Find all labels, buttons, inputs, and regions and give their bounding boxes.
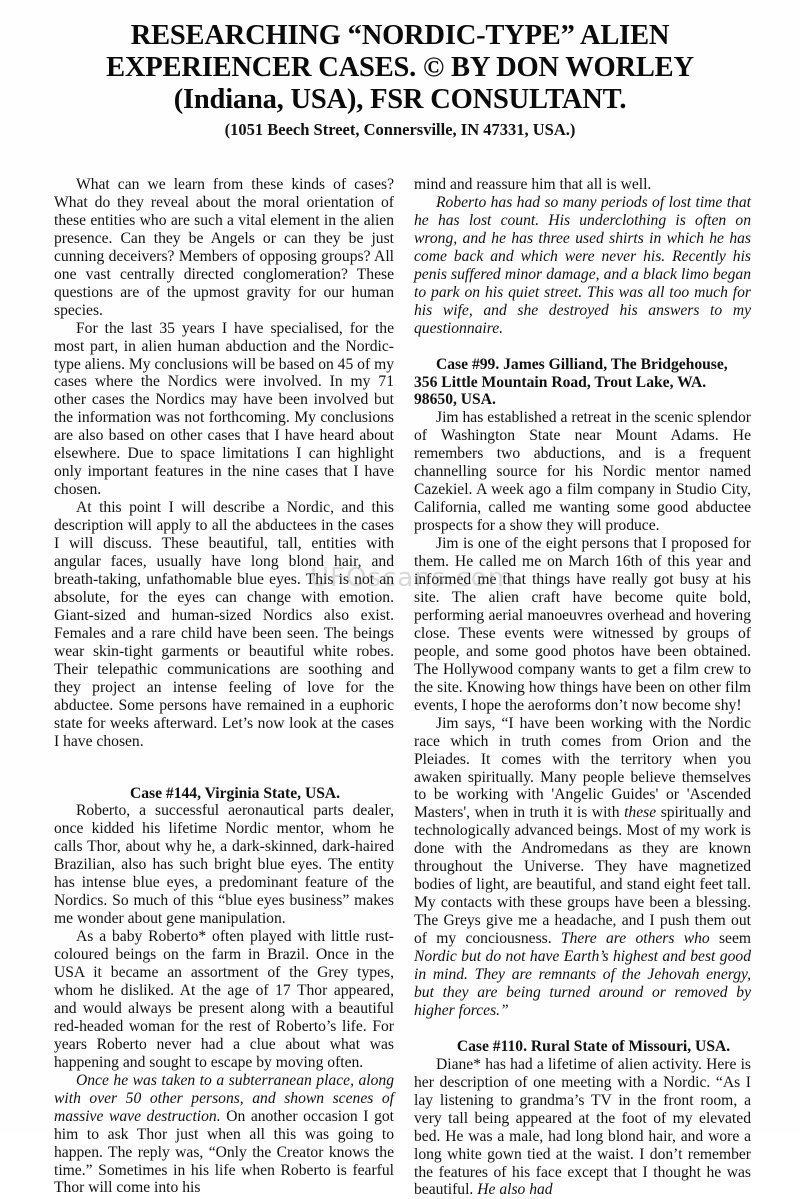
spacer — [54, 769, 394, 785]
case-144-paragraph-3-text: On another occasion I got him to ask Thor just when all this was going to happen. The reply was, “Only the Creator knows the time.” Sometimes in his life when Roberto is fearful Thor will come into his — [54, 1107, 394, 1197]
jim-quote-emphasis-these: these — [624, 804, 657, 822]
jim-quote-italic-2: Nordic but do not have Earth’s highest and best good in mind. They are remnants of the Jehovah energy, but they are being turned around or removed by higher forces.” — [414, 948, 751, 1019]
jim-quote-part-2: spiritually and technologically advanced beings. Most of my work is done with the Andromedans as they are known throughout the Universe. They have magnetized bodies of light, are beautiful, and stand eight feet tall. My contacts with these groups have been a blessing. The Greys give me a headache, and I push them out of my conciousness. — [414, 804, 751, 948]
article-header — [0, 20, 800, 141]
intro-paragraph-1: What can we learn from these kinds of cases? What do they reveal about the moral orientation of these entities who are such a vital element in the alien presence. Can they be Angels or can they be just cunning deceivers? Members of opposing groups? All one vast centrally directed conglomeration? These questions are of the upmost gravity for our human species. — [54, 176, 394, 319]
author-address: (1051 Beech Street, Connersville, IN 47331, USA.) — [224, 120, 576, 139]
case-99-paragraph-1: Jim has established a retreat in the scenic splendor of Washington State near Mount Adams. He remembers two abductions, and is a frequent channelling source for his Nordic mentor named Cazekiel. A week ago a film company in Studio City, California, called me wanting some good abductee prospects for a show they will produce. — [414, 409, 751, 535]
article-title-line-1: RESEARCHING “NORDIC-TYPE” ALIEN — [130, 20, 670, 51]
case-99-paragraph-2: Jim is one of the eight persons that I proposed for them. He called me on March 16th of this year and informed me that things have really got busy at his site. The alien craft have become quite bold, performing aerial manoeuvres overhead and hovering close. These events were witnessed by groups of people, and some good photos have been obtained. The Hollywood company wants to get a film crew to the site. Knowing how things have been on other film events, I hope the aeroforms don’t now become shy! — [414, 535, 751, 714]
case-99-heading: Case #99. James Gilliand, The Bridgehouse, 356 Little Mountain Road, Trout Lake, WA. 98650, USA. — [414, 355, 728, 409]
roberto-italic-paragraph — [414, 194, 751, 338]
case-110-text: Diane* has had a lifetime of alien activity. Here is her description of one meeting with a Nordic. “As I lay listening to grandma’s TV in the front room, a very tall being appeared at the foot of my elevated bed. He was a male, had long blond hair, and wore a long white gown tied at the waist. I don’t remember the features of his face except that I thought he was beautiful. — [414, 1055, 751, 1199]
watermark: UFOscans.com — [310, 563, 515, 593]
case-144-heading: Case #144, Virginia State, USA. — [129, 784, 341, 802]
spacer — [414, 338, 751, 356]
case-144-paragraph-2: As a baby Roberto* often played with little rust-coloured beings on the farm in Brazil. Once in the USA it became an assortment of the Grey types, whom he disliked. At the age of 17 Thor appeared, and would always be present along with a beautiful red-headed woman for the rest of Roberto’s life. For years Roberto never had a clue about what was happening and sought to escape by moving often. — [54, 928, 394, 1071]
case-99-paragraph-3 — [414, 715, 751, 1020]
jim-quote-seem: seem — [709, 930, 752, 948]
case-110-italic-tail: He also had — [477, 1181, 553, 1199]
article-title-line-2: EXPERIENCER CASES. © BY DON WORLEY — [106, 52, 694, 83]
intro-paragraph-3: At this point I will describe a Nordic, and this description will apply to all the abductees in the cases I will discuss. These beautiful, tall, entities with angular faces, usually have long blond hair, and breath-taking, unfathomable blue eyes. This is not an absolute, for the eyes can change with emotion. Giant-sized and human-sized Nordics also exist. Females and a rare child have been seen. The beings wear skin-tight garments or beautiful white robes. Their telepathic communications are soothing and they project an intense feeling of love for the abductee. Some persons have remained in a euphoric state for weeks afterward. Let’s now look at the cases I have chosen. — [54, 499, 394, 750]
case-110-heading: Case #110. Rural State of Missouri, USA. — [456, 1037, 731, 1055]
jim-quote-italic-1: There are others who — [560, 930, 710, 948]
spacer — [54, 751, 394, 769]
case-144-paragraph-3 — [54, 1072, 394, 1198]
roberto-italic-text: Roberto has had so many periods of lost time that he has lost count. His underclothing is often on wrong, and he has three used shirts in which he has come back and which were never his. Recently his penis suffered minor damage, and a black limo began to park on his quiet street. This was all too much for his wife, and she destroyed his answers to my questionnaire. — [414, 193, 751, 337]
case-110-paragraph-1 — [414, 1056, 751, 1199]
case-144-italic-passage: Once he was taken to a subterranean place, along with over 50 other persons, and shown scenes of massive wave destruction. — [54, 1071, 394, 1125]
left-column — [54, 176, 394, 1197]
article-title-line-3: (Indiana, USA), FSR CONSULTANT. — [173, 84, 627, 115]
right-column — [414, 176, 751, 1199]
case-144-paragraph-1: Roberto, a successful aeronautical parts dealer, once kidded his lifetime Nordic mentor, whom he calls Thor, about why he, a dark-skinned, dark-haired Brazilian, also has such bright blue eyes. The entity has intense blue eyes, a predominant feature of the Nordics. So much of this “blue eyes business” makes me wonder about gene manipulation. — [54, 802, 394, 928]
jim-quote-part-1: Jim says, “I have been working with the Nordic race which in truth comes from Orion and the Pleiades. It comes with the territory when you awaken spiritually. Many people believe themselves to be working with 'Angelic Guides' or 'Ascended Masters', when in truth it is with — [414, 714, 751, 822]
intro-paragraph-2: For the last 35 years I have specialised, for the most part, in alien human abduction and the Nordic-type aliens. My conclusions will be based on 45 of my cases where the Nordics were involved. In my 71 other cases the Nordics may have been involved but the information was not forthcoming. My conclusions are also based on other cases that I have heard about elsewhere. Due to space limitations I can highlight only important features in the nine cases that I have chosen. — [54, 319, 394, 499]
continuation-text: mind and reassure him that all is well. — [414, 176, 652, 193]
spacer — [414, 1020, 751, 1038]
